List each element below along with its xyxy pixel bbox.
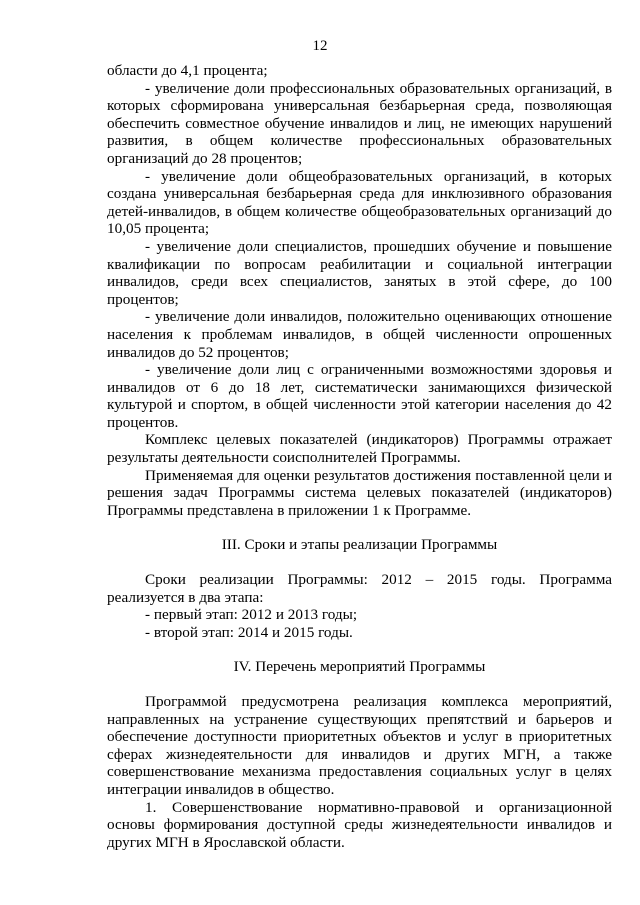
paragraph: области до 4,1 процента; (107, 62, 268, 79)
list-item: - первый этап: 2012 и 2013 годы; (145, 606, 358, 624)
paragraph: 1. Совершенствование нормативно-правовой и организационной основы формирования доступной среды жизнедеятельности инвалидов и других МГН в Ярославской области. (107, 798, 612, 851)
section-heading-3: III. Сроки и этапы реализации Программы (221, 536, 498, 554)
page-number: 12 (312, 38, 328, 54)
document-body (107, 62, 612, 851)
paragraph: Сроки реализации Программы: 2012 – 2015 годы. Программа реализуется в два этапа: (107, 571, 612, 606)
paragraph: Применяемая для оценки результатов достижения поставленной цели и решения задач Программы система целевых показателей (индикаторов) Программы представлена в приложении 1 к Программе. (107, 466, 612, 519)
list-item: - второй этап: 2014 и 2015 годы. (145, 623, 353, 641)
section-heading-4: IV. Перечень мероприятий Программы (233, 658, 486, 676)
list-item: - увеличение доли общеобразовательных организаций, в которых создана универсальная безбарьерная среда для инклюзивного образования детей-инвалидов, в общем количестве общеобразовательных организаций до 10,05 процента; (107, 167, 612, 238)
list-item: - увеличение доли профессиональных образовательных организаций, в которых сформирована универсальная безбарьерная среда, позволяющая обеспечить совместное обучение инвалидов и лиц, не имеющих нарушений развития, в общем количестве профессиональных образовательных организаций до 28 процентов; (107, 79, 612, 167)
paragraph: Программой предусмотрена реализация комплекса мероприятий, направленных на устранение существующих препятствий и барьеров и обеспечение доступности приоритетных объектов и услуг в приоритетных сферах жизнедеятельности для инвалидов и других МГН, а также совершенствование механизма предоставления социальных услуг в целях интеграции инвалидов в общество. (107, 693, 612, 798)
list-item: - увеличение доли лиц с ограниченными возможностями здоровья и инвалидов от 6 до 18 лет, систематически занимающихся физической культурой и спортом, в общей численности этой категории населения до 42 процентов. (107, 361, 612, 431)
list-item: - увеличение доли инвалидов, положительно оценивающих отношение населения к проблемам инвалидов, в общей численности опрошенных инвалидов до 52 процентов; (107, 308, 612, 361)
list-item: - увеличение доли специалистов, прошедших обучение и повышение квалификации по вопросам реабилитации и социальной интеграции инвалидов, среди всех специалистов, занятых в этой сфере, до 100 процентов; (107, 237, 612, 308)
paragraph: Комплекс целевых показателей (индикаторов) Программы отражает результаты деятельности соисполнителей Программы. (107, 431, 612, 467)
